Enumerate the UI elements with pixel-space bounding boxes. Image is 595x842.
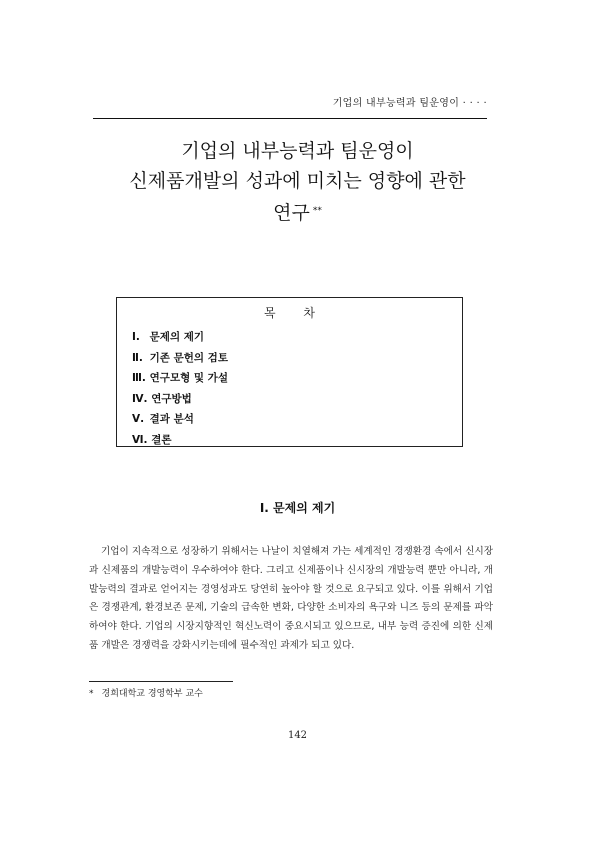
running-head: 기업의 내부능력과 팀운영이 · · · ·: [332, 98, 487, 109]
toc-item: [132, 430, 462, 451]
footnote-mark: *: [89, 689, 94, 699]
toc-item-number: Ⅳ.: [132, 392, 148, 405]
article-title: [60, 136, 535, 228]
toc-item-number: Ⅴ.: [132, 413, 145, 425]
footnote: [89, 686, 203, 699]
title-line-2: 신제품개발의 성과에 미치는 영향에 관한: [129, 170, 466, 192]
author-footnote-mark: **: [312, 206, 322, 216]
table-of-contents: [116, 297, 463, 447]
toc-item-label: 기존 문헌의 검토: [149, 351, 228, 364]
footnote-text: 경희대학교 경영학부 교수: [101, 689, 203, 699]
toc-item-number: Ⅵ.: [132, 433, 148, 446]
toc-item: [132, 409, 462, 430]
footnote-rule: [89, 681, 233, 682]
header-rule: [93, 118, 487, 119]
title-line-3: [60, 196, 535, 228]
section-heading: Ⅰ. 문제의 제기: [259, 501, 336, 515]
page-number: 142: [287, 730, 308, 741]
title-line-1: 기업의 내부능력과 팀운영이: [181, 140, 414, 162]
toc-heading: 목 차: [264, 306, 327, 320]
toc-item: [132, 327, 462, 348]
toc-item-label: 연구방법: [151, 392, 192, 405]
toc-item-label: 결론: [151, 433, 172, 446]
toc-item: [132, 348, 462, 369]
toc-item-number: Ⅰ.: [132, 331, 140, 343]
title-line-3-text: 연구: [273, 202, 310, 224]
toc-item-label: 문제의 제기: [149, 331, 205, 343]
toc-item-label: 연구모형 및 가설: [149, 372, 228, 384]
toc-item-number: Ⅱ.: [132, 351, 143, 364]
toc-list: [117, 327, 462, 450]
body-paragraph: 기업이 지속적으로 성장하기 위해서는 나날이 치열해져 가는 세계적인 경쟁환경 속에서 신시장과 신제품의 개발능력이 우수하여야 한다. 그리고 신제품이나 신시장의 개발능력 뿐만 아니라, 개발능력의 결과로 얻어지는 경영성과도 당연히 높아야 할 것으로 요구되고 있다. 이를 위해서 기업은 경쟁관계, 환경보존 문제, 기술의 급속한 변화, 다양한 소비자의 욕구와 니즈 등의 문제를 파악하여야 한다. 기업의 시장지향적인 혁신노력이 중요시되고 있으므로, 내부 능력 증진에 의한 신제품 개발은 경쟁력을 강화시키는데에 필수적인 과제가 되고 있다.: [89, 546, 493, 651]
toc-item: [132, 389, 462, 410]
toc-item: [132, 368, 462, 389]
toc-item-label: 결과 분석: [149, 413, 194, 425]
toc-item-number: Ⅲ.: [132, 372, 146, 384]
